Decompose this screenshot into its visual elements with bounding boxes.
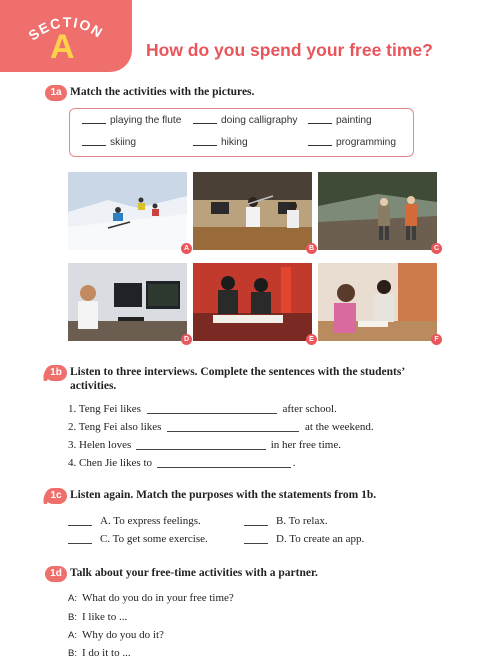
instruction-1d: Talk about your free-time activities with a partner. [70,567,318,579]
instruction-1b-line2: activities. [70,380,117,392]
word-bank-option[interactable]: skiing [82,137,136,148]
answer-blank[interactable] [68,543,92,544]
picture-label-e: E [306,334,317,345]
picture-hiking [318,172,437,250]
sentence-1: 1. Teng Fei likes after school. [68,403,337,415]
page-title: How do you spend your free time? [146,40,433,60]
picture-painting [318,263,437,341]
word-bank-option[interactable]: hiking [193,137,248,148]
word-bank-option[interactable]: painting [308,115,372,126]
picture-flute-class [193,172,312,250]
answer-blank[interactable] [136,449,266,450]
exercise-badge-1b: 1b [45,365,67,381]
word-bank-option[interactable]: doing calligraphy [193,115,297,126]
sentence-4: 4. Chen Jie likes to . [68,457,296,469]
picture-label-c: C [431,243,442,254]
exercise-badge-1d: 1d [45,566,67,582]
dialogue-line: A: Why do you do it? [68,629,164,641]
picture-programming [68,263,187,341]
sentence-3: 3. Helen loves in her free time. [68,439,341,451]
exercise-badge-1c: 1c [45,488,67,504]
purpose-item: C. To get some exercise. [68,533,208,545]
purpose-item: B. To relax. [244,515,328,527]
sentence-2: 2. Teng Fei also likes at the weekend. [68,421,374,433]
picture-skiing [68,172,187,250]
purpose-item: A. To express feelings. [68,515,201,527]
dialogue-line: B: I like to ... [68,611,128,623]
exercise-badge-1a: 1a [45,85,67,101]
instruction-1b-line1: Listen to three interviews. Complete the sentences with the students’ [70,366,406,378]
dialogue-line: A: What do you do in your free time? [68,592,234,604]
word-bank-option[interactable]: programming [308,137,396,148]
picture-label-b: B [306,243,317,254]
section-letter: A [50,28,75,66]
picture-label-f: F [431,334,442,345]
picture-calligraphy [193,263,312,341]
picture-label-d: D [181,334,192,345]
purpose-item: D. To create an app. [244,533,364,545]
answer-blank[interactable] [68,525,92,526]
instruction-1c: Listen again. Match the purposes with the statements from 1b. [70,489,377,501]
answer-blank[interactable] [167,431,299,432]
answer-blank[interactable] [244,543,268,544]
word-bank-option[interactable]: playing the flute [82,115,181,126]
answer-blank[interactable] [244,525,268,526]
picture-label-a: A [181,243,192,254]
svg-text:SECTION: SECTION [25,13,107,44]
answer-blank[interactable] [157,467,291,468]
instruction-1a: Match the activities with the pictures. [70,86,255,98]
dialogue-line: B: I do it to ... [68,647,131,659]
answer-blank[interactable] [147,413,277,414]
